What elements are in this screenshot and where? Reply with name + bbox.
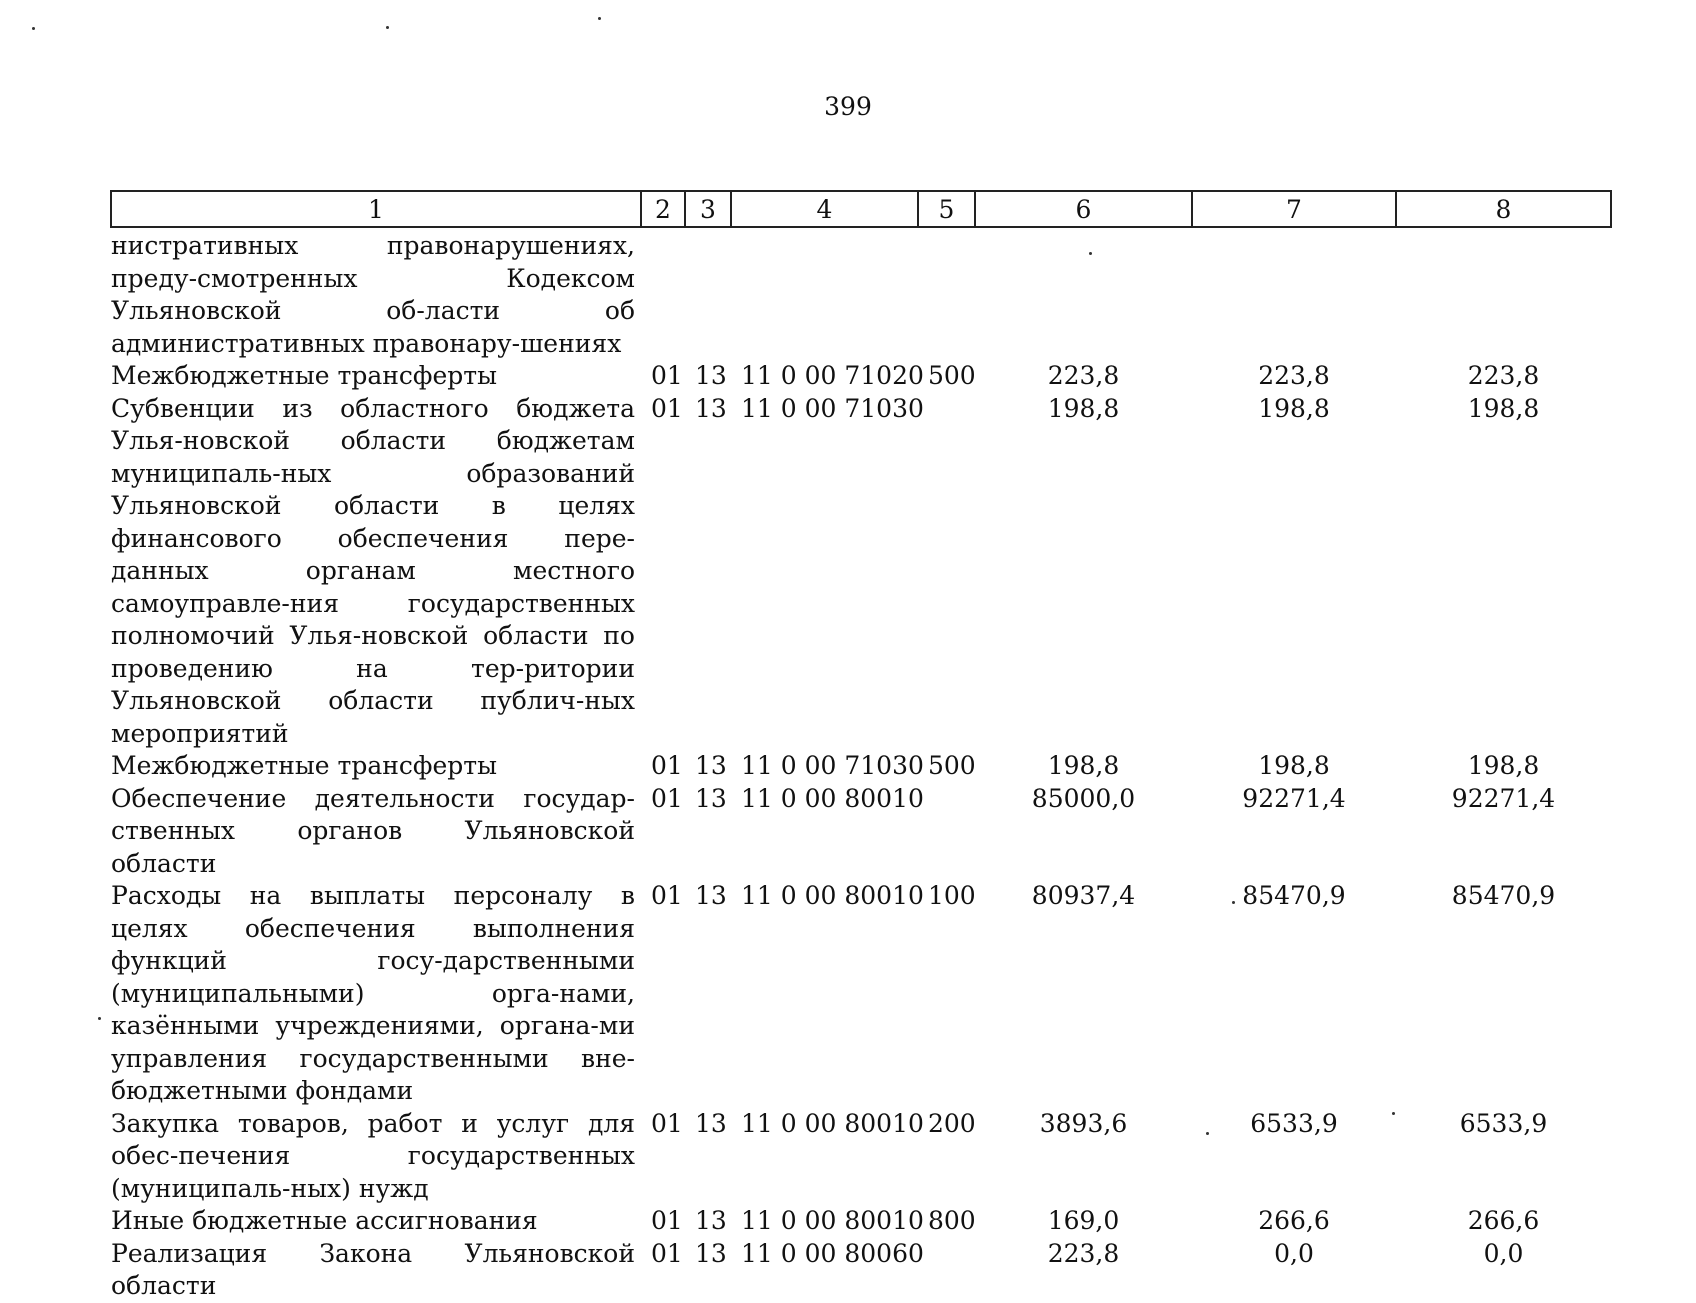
- row-subsection: 13: [695, 361, 727, 390]
- row-amount-col7: [1192, 227, 1396, 360]
- row-target-article: 11 0 00 80010: [741, 783, 924, 813]
- header-row: [111, 191, 1611, 227]
- row-target-article: 11 0 00 71020: [741, 361, 924, 390]
- row-amount-col6: 80937,4: [1031, 881, 1136, 910]
- row-target-article: 11 0 00 80010: [741, 881, 924, 910]
- table-row: [111, 880, 1611, 1108]
- budget-table-container: [110, 190, 1610, 1303]
- header-cell-5: 5: [918, 191, 975, 227]
- row-target-article: 11 0 00 71030: [741, 393, 924, 423]
- table-row: [111, 360, 1611, 393]
- row-amount-col7: 198,8: [1258, 393, 1330, 423]
- budget-table: [110, 190, 1612, 1303]
- row-section: 01: [651, 1238, 683, 1268]
- row-description: Закупка товаров, работ и услуг для обес-печения государственных (муниципаль-ных) нужд: [111, 1108, 635, 1203]
- table-row: [111, 783, 1611, 881]
- row-description: Расходы на выплаты персоналу в целях обеспечения выполнения функций госу-дарственными (муниципальными) орга-нами, казёнными учреждениями, органа-ми управления государственными вне-бюджетными фондами: [111, 881, 635, 1105]
- row-section: 01: [651, 881, 683, 910]
- row-target-article: 11 0 00 80010: [741, 1108, 924, 1138]
- row-section: 01: [651, 1206, 683, 1235]
- row-expense-type: 800: [928, 1206, 976, 1235]
- table-row: [111, 1238, 1611, 1303]
- header-cell-7: 7: [1192, 191, 1396, 227]
- row-amount-col6: 223,8: [1047, 1238, 1120, 1268]
- row-subsection: 13: [695, 393, 727, 423]
- row-amount-col7: 266,6: [1258, 1206, 1330, 1235]
- row-description: Межбюджетные трансферты: [111, 751, 498, 780]
- table-row: [111, 750, 1611, 783]
- row-expense-type: 200: [928, 1108, 976, 1138]
- row-subsection: 13: [695, 1238, 727, 1268]
- row-subsection: [685, 227, 731, 360]
- row-amount-col8: 266,6: [1467, 1206, 1540, 1235]
- row-amount-col7: 85470,9: [1242, 881, 1346, 910]
- row-description: Межбюджетные трансферты: [111, 361, 498, 390]
- row-expense-type: [918, 1238, 975, 1303]
- scan-speck: [32, 27, 35, 30]
- row-section: 01: [651, 361, 683, 390]
- header-cell-1: 1: [111, 191, 641, 227]
- header-cell-3: 3: [685, 191, 731, 227]
- row-subsection: 13: [695, 783, 727, 813]
- scan-speck: [1392, 1112, 1395, 1115]
- row-expense-type: 100: [928, 881, 976, 910]
- scan-speck: [386, 26, 389, 29]
- row-expense-type: [918, 393, 975, 751]
- row-expense-type: 500: [928, 751, 976, 780]
- row-amount-col8: 85470,9: [1451, 881, 1556, 910]
- row-subsection: 13: [695, 1206, 727, 1235]
- row-description: Реализация Закона Ульяновской области: [111, 1238, 635, 1300]
- row-expense-type: [918, 227, 975, 360]
- row-amount-col6: [975, 227, 1192, 360]
- row-amount-col6: 85000,0: [1031, 783, 1136, 813]
- row-subsection: 13: [695, 751, 727, 780]
- scan-speck: [98, 1017, 101, 1020]
- row-amount-col7: 223,8: [1258, 361, 1330, 390]
- header-cell-4: 4: [731, 191, 918, 227]
- row-expense-type: [918, 783, 975, 881]
- row-amount-col7: 92271,4: [1242, 783, 1346, 813]
- row-target-article: 11 0 00 80010: [741, 1206, 924, 1235]
- row-amount-col7: 0,0: [1274, 1238, 1314, 1268]
- row-description: Обеспечение деятельности государ-ственных органов Ульяновской области: [111, 783, 635, 878]
- row-description: Иные бюджетные ассигнования: [111, 1206, 538, 1235]
- row-amount-col6: 223,8: [1047, 361, 1120, 390]
- row-amount-col6: 198,8: [1047, 751, 1120, 780]
- row-amount-col8: 198,8: [1467, 751, 1540, 780]
- table-row: [111, 227, 1611, 360]
- row-subsection: 13: [695, 881, 727, 910]
- row-amount-col6: 198,8: [1047, 393, 1120, 423]
- header-cell-2: 2: [641, 191, 685, 227]
- row-section: [641, 227, 685, 360]
- header-cell-8: 8: [1396, 191, 1611, 227]
- row-expense-type: 500: [928, 361, 976, 390]
- header-cell-6: 6: [975, 191, 1192, 227]
- table-row: [111, 1205, 1611, 1238]
- row-section: 01: [651, 751, 683, 780]
- scan-speck: [1232, 901, 1235, 904]
- row-amount-col7: 6533,9: [1250, 1108, 1338, 1138]
- row-amount-col8: 198,8: [1467, 393, 1540, 423]
- table-row: [111, 1108, 1611, 1206]
- row-amount-col8: 0,0: [1483, 1238, 1524, 1268]
- row-amount-col8: 223,8: [1467, 361, 1540, 390]
- row-target-article: 11 0 00 71030: [741, 751, 924, 780]
- row-target-article: 11 0 00 80060: [741, 1238, 924, 1268]
- row-amount-col6: 169,0: [1047, 1206, 1120, 1235]
- row-section: 01: [651, 393, 683, 423]
- row-amount-col8: 92271,4: [1451, 783, 1556, 813]
- row-amount-col6: 3893,6: [1039, 1108, 1128, 1138]
- row-amount-col8: 6533,9: [1459, 1108, 1548, 1138]
- scan-speck: [1089, 252, 1092, 255]
- row-amount-col7: 198,8: [1258, 751, 1330, 780]
- row-description: Субвенции из областного бюджета Улья-новской области бюджетам муниципаль-ных образований Ульяновской области в целях финансового обеспечения пере-данных органам местного самоуправле-ния государственных полномочий Улья-новской области по проведению на тер-ритории Ульяновской области публич-ных мероприятий: [111, 393, 635, 748]
- row-description: нистративных правонарушениях, преду-смотренных Кодексом Ульяновской об-ласти об административных правонару-шениях: [111, 231, 635, 358]
- table-row: [111, 393, 1611, 751]
- row-amount-col8: [1396, 227, 1611, 360]
- page-number: 399: [824, 92, 872, 121]
- row-target-article: [731, 227, 918, 360]
- row-section: 01: [651, 783, 683, 813]
- row-subsection: 13: [695, 1108, 727, 1138]
- scan-speck: [598, 17, 601, 20]
- row-section: 01: [651, 1108, 683, 1138]
- scan-speck: [1206, 1132, 1209, 1135]
